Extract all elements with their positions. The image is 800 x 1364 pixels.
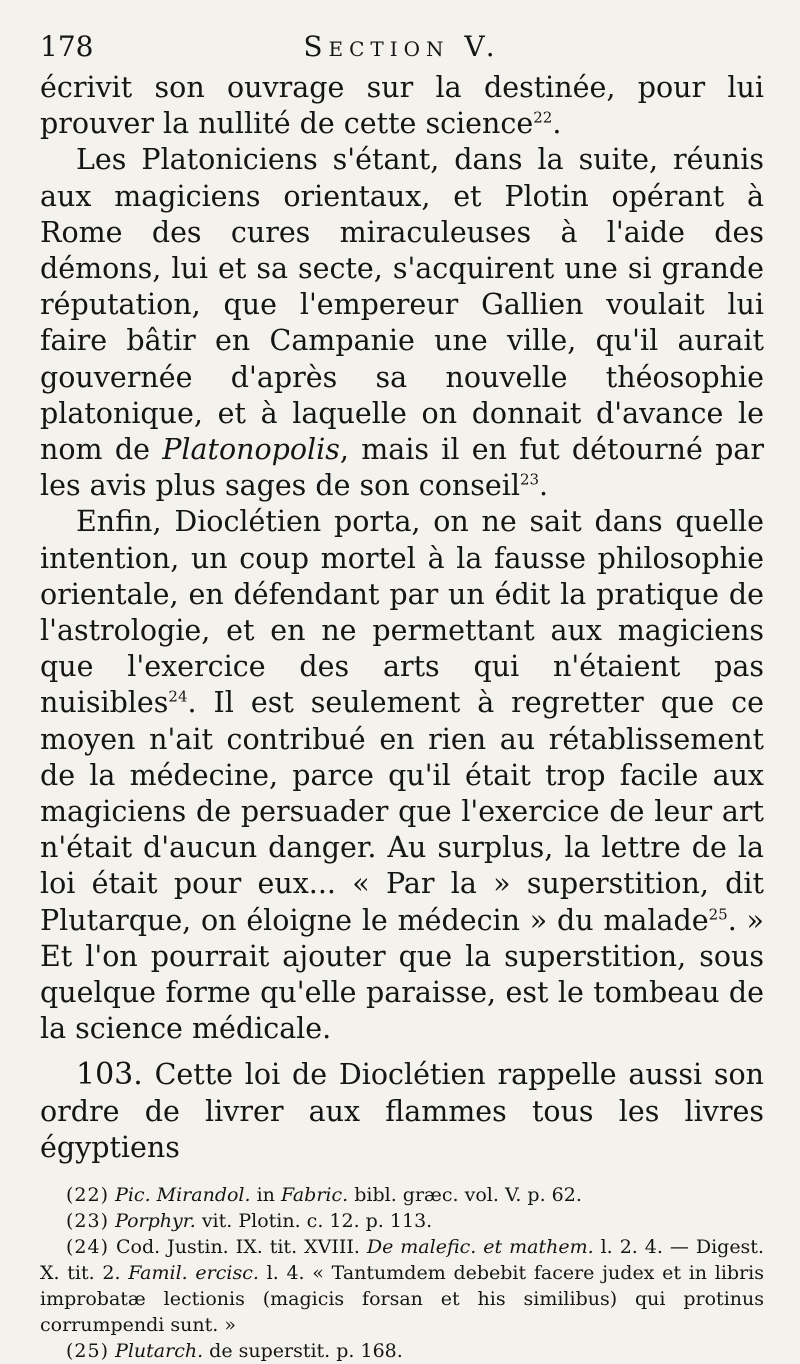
text-run: de superstit. p. 168.: [203, 1340, 403, 1363]
running-head: Section V.: [303, 30, 501, 63]
paragraph-4: [40, 1057, 764, 1166]
italic-term: Fabric.: [280, 1184, 349, 1207]
text-run: Cette loi de Dioclétien rappelle aussi son ordre de livrer aux flammes tous les livres égyptiens: [40, 1058, 764, 1164]
text-run: in: [250, 1184, 281, 1207]
text-run: , mais il en fut détourné par les avis plus sages de son conseil: [40, 433, 764, 503]
text-run: bibl. græc. vol. V. p. 62.: [348, 1184, 582, 1207]
section-number: 103.: [76, 1057, 143, 1093]
paragraph-1: [40, 70, 764, 142]
footnote-ref-22: 22: [533, 108, 553, 127]
italic-term: Plutarch.: [115, 1340, 204, 1363]
text-run: vit. Plotin. c. 12. p. 113.: [195, 1210, 433, 1233]
text-run: . » Et l'on pourrait ajouter que la superstition, sous quelque forme qu'elle paraisse, est le tombeau de la science médicale.: [40, 903, 764, 1046]
footnote-mark: (22): [66, 1184, 110, 1207]
italic-term: De malefic. et mathem.: [366, 1236, 594, 1259]
page-number: 178: [40, 30, 94, 63]
footnote-24: [40, 1234, 764, 1338]
paragraph-2: [40, 142, 764, 504]
text-run: Cod. Justin. IX. tit. XVIII.: [109, 1236, 367, 1259]
italic-term: Pic. Mirandol.: [115, 1184, 251, 1207]
page-header: [40, 30, 764, 64]
italic-term: Porphyr.: [115, 1210, 196, 1233]
text-run: .: [539, 469, 549, 503]
footnote-ref-24: 24: [168, 687, 188, 706]
footnote-23: [40, 1208, 764, 1234]
text-run: . Il est seulement à regretter que ce moyen n'ait contribué en rien au rétablissement de la médecine, parce qu'il était trop facile aux magiciens de persuader que l'exercice de leur art n'était d'aucun danger. Au surplus, la lettre de la loi était pour eux... « Par la » superstition, dit Plutarque, on éloigne le médecin » du malade: [40, 686, 764, 937]
text-run: Les Platoniciens s'étant, dans la suite, réunis aux magiciens orientaux, et Plotin opérant à Rome des cures miraculeuses à l'aide des démons, lui et sa secte, s'acquirent une si grande réputation, que l'empereur Gallien voulait lui faire bâtir en Campanie une ville, qu'il aurait gouvernée d'après sa nouvelle théosophie platonique, et à laquelle on donnait d'avance le nom de: [40, 143, 764, 467]
footnote-mark: (23): [66, 1210, 110, 1233]
footnote-mark: (24): [66, 1236, 110, 1259]
italic-term: Platonopolis: [162, 433, 340, 467]
footnotes: [40, 1182, 764, 1364]
footnote-ref-23: 23: [519, 470, 540, 489]
footnote-ref-25: 25: [708, 905, 728, 924]
italic-term: Famil. ercisc.: [128, 1262, 259, 1285]
text-run: écrivit son ouvrage sur la destinée, pour lui prouver la nullité de cette science: [40, 71, 764, 141]
footnote-mark: (25): [66, 1340, 110, 1363]
footnote-25: [40, 1338, 764, 1364]
text-run: Enfin, Dioclétien porta, on ne sait dans quelle intention, un coup mortel à la fausse philosophie orientale, en défendant par un édit la pratique de l'astrologie, et en ne permettant aux magiciens que l'exercice des arts qui n'étaient pas nuisibles: [40, 505, 764, 720]
footnote-22: [40, 1182, 764, 1208]
text-run: l. 2. 4. — Digest. X. tit. 2.: [40, 1236, 764, 1285]
text-run: .: [552, 107, 562, 141]
text-run: l. 4. « Tantumdem debebit facere judex et in libris improbatæ lectionis (magicis forsan et his similibus) qui protinus corrumpendi sunt. »: [40, 1262, 764, 1337]
main-text: [40, 70, 764, 1166]
paragraph-3: [40, 504, 764, 1047]
